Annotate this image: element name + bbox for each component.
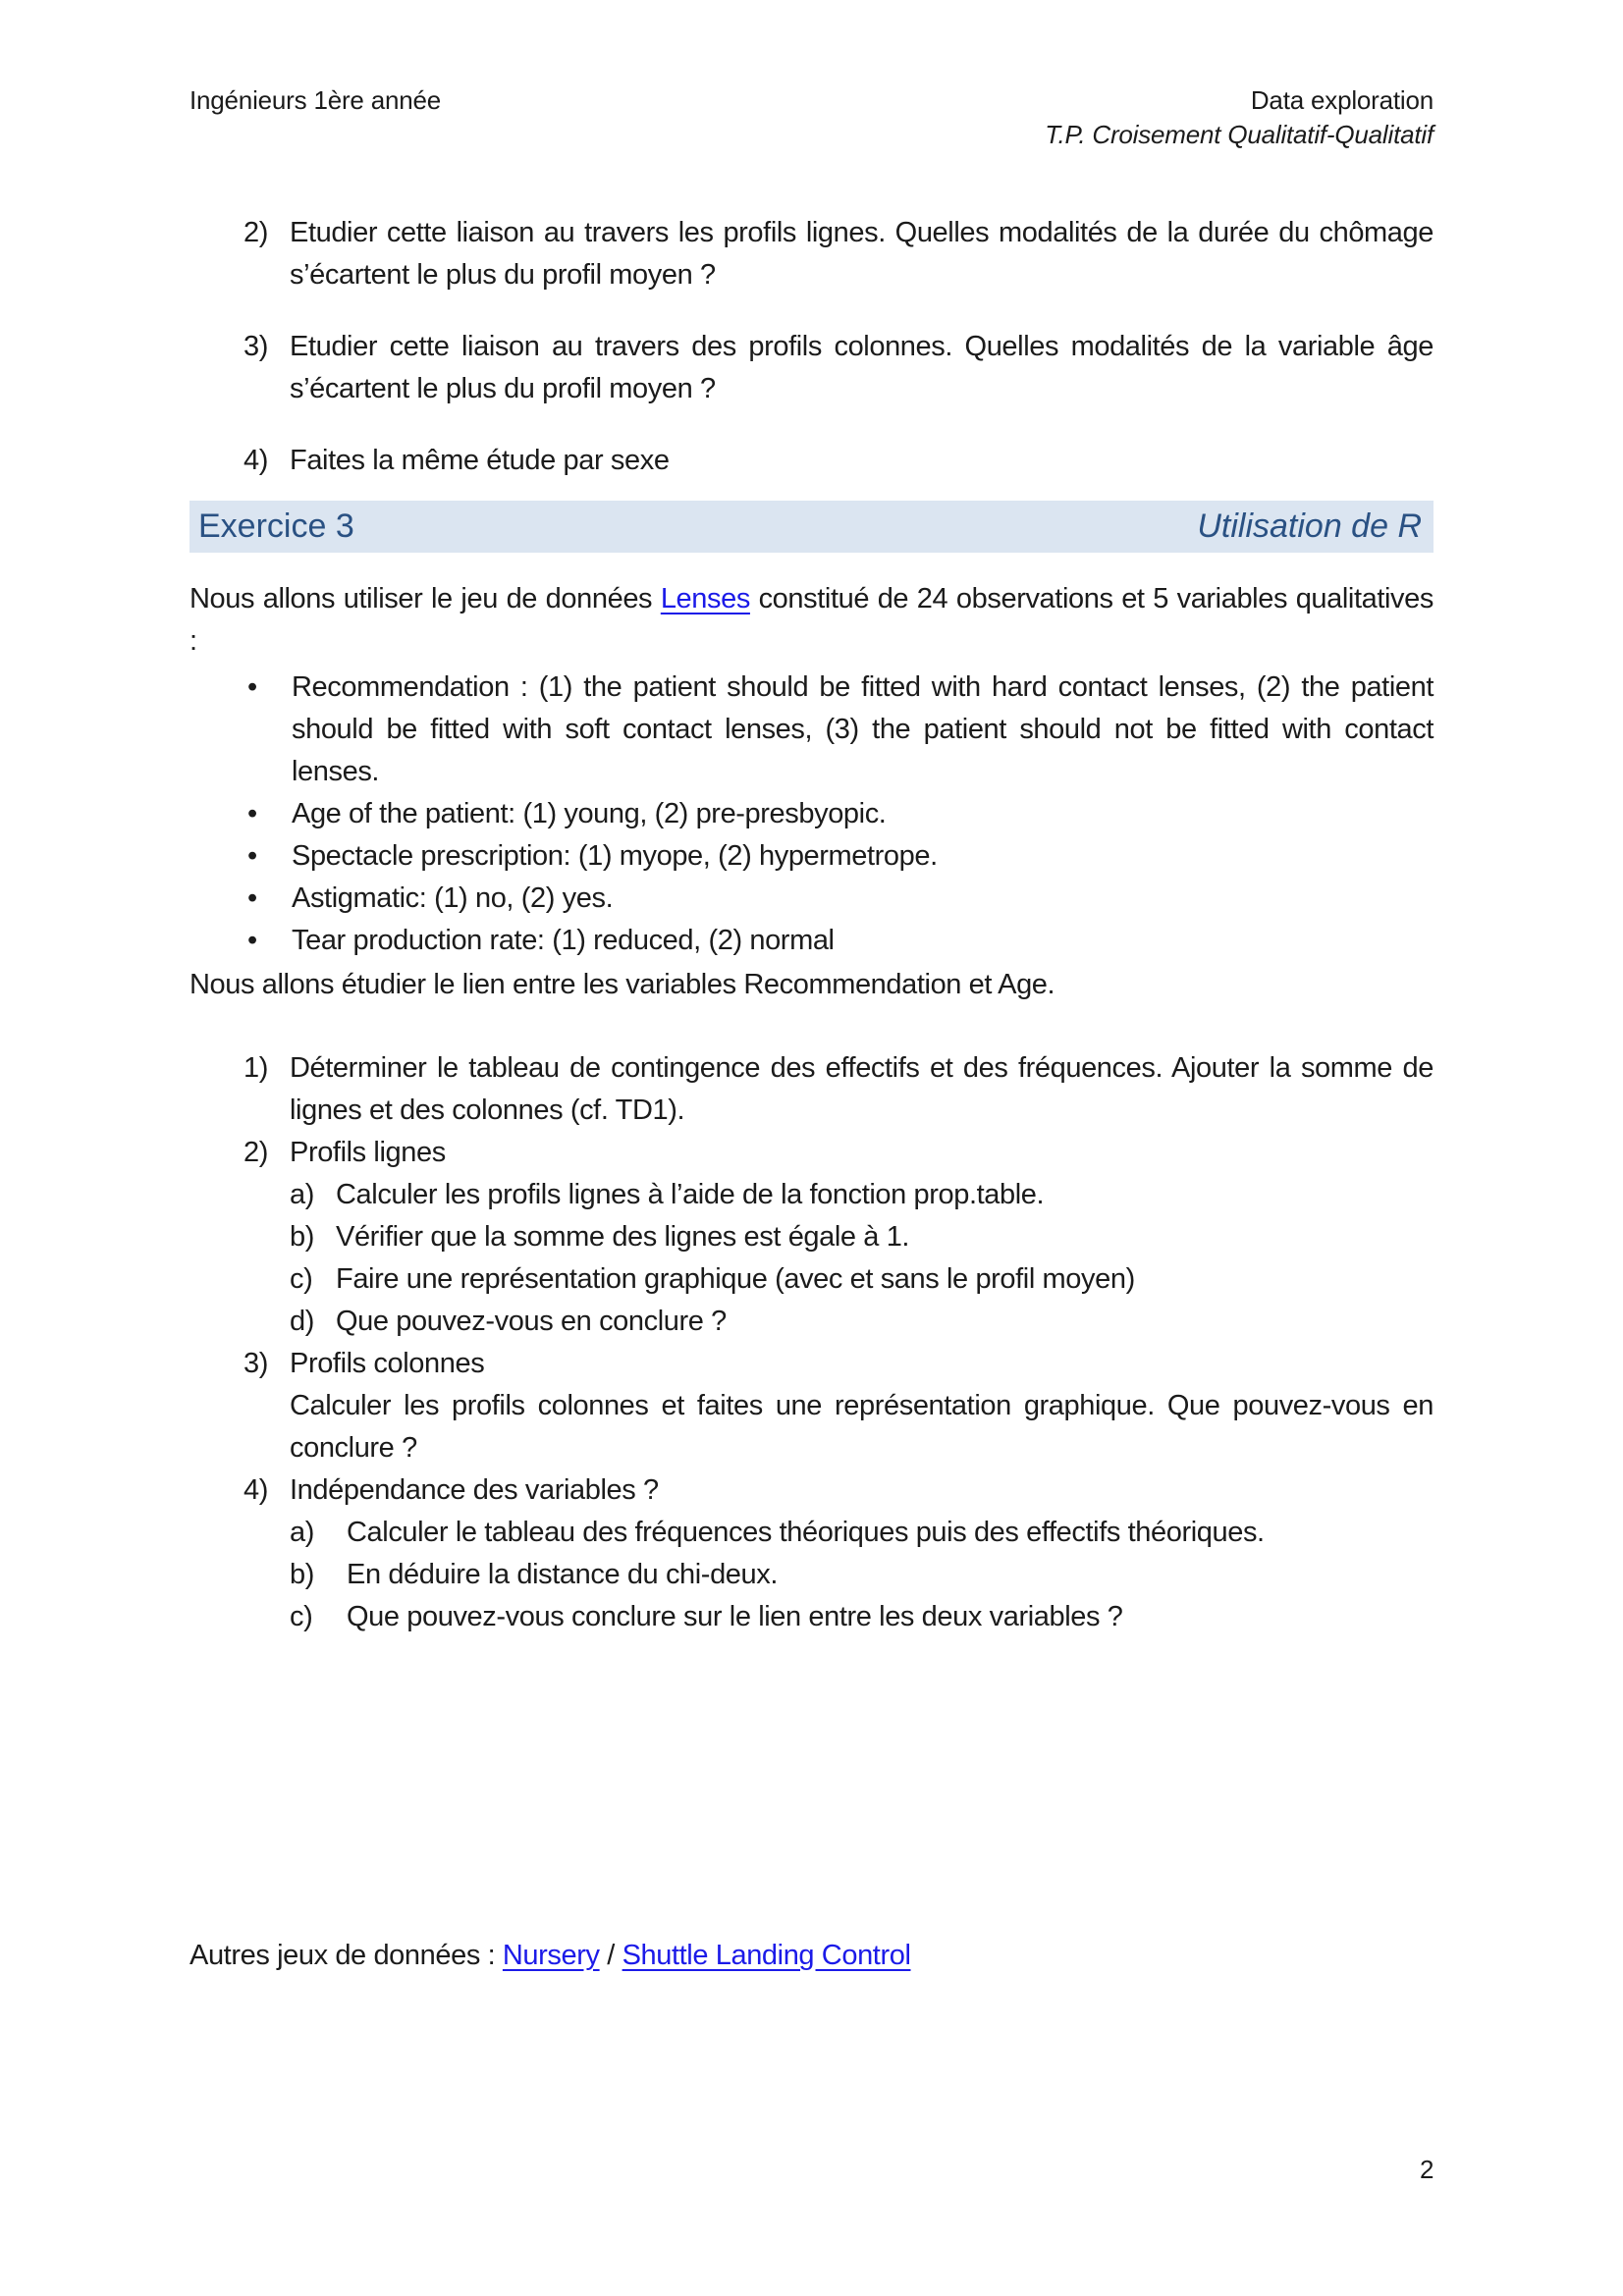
nursery-dataset-link[interactable]: Nursery bbox=[502, 1940, 600, 1971]
list-item bbox=[189, 1469, 1434, 1512]
list-item-number: 4) bbox=[243, 1474, 268, 1506]
list-item-text: Indépendance des variables ? bbox=[290, 1474, 659, 1506]
sub-item-text: Que pouvez-vous en conclure ? bbox=[336, 1306, 727, 1337]
previous-exercise-questions bbox=[189, 212, 1434, 482]
other-datasets-label: Autres jeux de données : bbox=[189, 1940, 503, 1971]
sub-list-item bbox=[189, 1596, 1434, 1638]
list-item-text: Déterminer le tableau de contingence des effectifs et des fréquences. Ajouter la somme de lignes et des colonnes (cf. TD1). bbox=[290, 1052, 1434, 1126]
study-note: Nous allons étudier le lien entre les variables Recommendation et Age. bbox=[189, 969, 1055, 1000]
header-subtitle: T.P. Croisement Qualitatif-Qualitatif bbox=[1045, 120, 1434, 149]
variables-bullet-list bbox=[189, 667, 1434, 962]
intro-text-after: constitué de 24 observations et 5 variables qualitatives : bbox=[189, 583, 1434, 657]
list-item bbox=[189, 326, 1434, 410]
bullet-item bbox=[189, 667, 1434, 793]
list-item-continuation: Calculer les profils colonnes et faites une représentation graphique. Que pouvez-vous en conclure ? bbox=[290, 1390, 1434, 1464]
sub-item-letter: a) bbox=[290, 1179, 314, 1210]
list-item-text: Faites la même étude par sexe bbox=[290, 445, 670, 476]
header-course-label: Ingénieurs 1ère année bbox=[189, 85, 442, 115]
list-item-number: 1) bbox=[243, 1052, 268, 1084]
page-number: 2 bbox=[1419, 2155, 1434, 2184]
sub-list-item bbox=[189, 1301, 1434, 1343]
sub-item-letter: d) bbox=[290, 1306, 314, 1337]
sub-item-letter: b) bbox=[290, 1559, 314, 1590]
sub-item-letter: a) bbox=[290, 1517, 314, 1548]
bullet-icon: • bbox=[247, 671, 257, 703]
list-item-number: 2) bbox=[243, 217, 268, 248]
bullet-icon: • bbox=[247, 925, 257, 956]
sub-list-item bbox=[189, 1554, 1434, 1596]
sub-list-item bbox=[189, 1174, 1434, 1216]
sub-item-text: En déduire la distance du chi-deux. bbox=[347, 1559, 779, 1590]
page-header bbox=[189, 84, 1434, 150]
list-item-text: Etudier cette liaison au travers les profils lignes. Quelles modalités de la durée du chômage s’écartent le plus du profil moyen ? bbox=[290, 217, 1434, 291]
list-item bbox=[189, 440, 1434, 482]
sub-item-letter: c) bbox=[290, 1601, 313, 1632]
sub-item-text: Faire une représentation graphique (avec et sans le profil moyen) bbox=[336, 1263, 1135, 1295]
header-topic-label: Data exploration bbox=[1250, 85, 1434, 115]
section-header bbox=[189, 501, 1434, 553]
list-item-text: Profils lignes bbox=[290, 1137, 446, 1168]
other-datasets-line bbox=[189, 1935, 1434, 1977]
intro-text-before: Nous allons utiliser le jeu de données bbox=[189, 583, 661, 614]
shuttle-dataset-link[interactable]: Shuttle Landing Control bbox=[622, 1940, 911, 1971]
list-item-number: 4) bbox=[243, 445, 268, 476]
sub-item-text: Vérifier que la somme des lignes est égale à 1. bbox=[336, 1221, 910, 1253]
list-item-text: Etudier cette liaison au travers des profils colonnes. Quelles modalités de la variable âge s’écartent le plus du profil moyen ? bbox=[290, 331, 1434, 404]
bullet-item bbox=[189, 878, 1434, 920]
bullet-icon: • bbox=[247, 840, 257, 872]
bullet-text: Age of the patient: (1) young, (2) pre-presbyopic. bbox=[292, 798, 887, 829]
sub-item-letter: c) bbox=[290, 1263, 313, 1295]
bullet-item bbox=[189, 835, 1434, 878]
list-item-number: 2) bbox=[243, 1137, 268, 1168]
bullet-icon: • bbox=[247, 798, 257, 829]
list-item bbox=[189, 212, 1434, 296]
sub-item-text: Calculer le tableau des fréquences théoriques puis des effectifs théoriques. bbox=[347, 1517, 1265, 1548]
list-item bbox=[189, 1343, 1434, 1385]
link-separator: / bbox=[599, 1940, 622, 1971]
sub-item-text: Calculer les profils lignes à l’aide de la fonction prop.table. bbox=[336, 1179, 1045, 1210]
bullet-text: Tear production rate: (1) reduced, (2) normal bbox=[292, 925, 835, 956]
sub-item-letter: b) bbox=[290, 1221, 314, 1253]
list-item-number: 3) bbox=[243, 331, 268, 362]
bullet-text: Recommendation : (1) the patient should be fitted with hard contact lenses, (2) the patient should be fitted with soft contact lenses, (3) the patient should not be fitted with contact lenses. bbox=[292, 671, 1434, 787]
lenses-dataset-link[interactable]: Lenses bbox=[660, 583, 750, 614]
bullet-item bbox=[189, 920, 1434, 962]
list-item bbox=[189, 1047, 1434, 1132]
bullet-text: Astigmatic: (1) no, (2) yes. bbox=[292, 882, 614, 914]
bullet-item bbox=[189, 793, 1434, 835]
exercise-question-list bbox=[189, 1047, 1434, 1638]
bullet-icon: • bbox=[247, 882, 257, 914]
list-item bbox=[189, 1132, 1434, 1174]
section-title: Exercice 3 bbox=[198, 507, 354, 545]
sub-list-item bbox=[189, 1258, 1434, 1301]
bullet-text: Spectacle prescription: (1) myope, (2) hypermetrope. bbox=[292, 840, 938, 872]
list-item-number: 3) bbox=[243, 1348, 268, 1379]
section-subtitle: Utilisation de R bbox=[1197, 507, 1422, 545]
intro-paragraph bbox=[189, 578, 1434, 663]
sub-list-item bbox=[189, 1512, 1434, 1554]
sub-list-item bbox=[189, 1216, 1434, 1258]
list-item-text: Profils colonnes bbox=[290, 1348, 485, 1379]
sub-item-text: Que pouvez-vous conclure sur le lien entre les deux variables ? bbox=[347, 1601, 1123, 1632]
